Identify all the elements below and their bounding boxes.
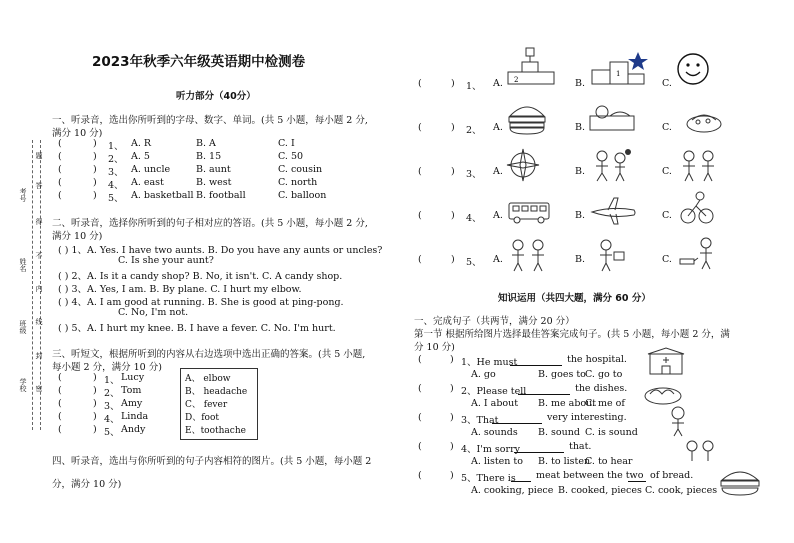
- answer-blank[interactable]: [514, 441, 564, 453]
- option-a: A. 5: [131, 151, 150, 162]
- answer-paren-close: ): [451, 210, 455, 221]
- option-a: A. cooking, piece: [471, 485, 554, 496]
- option-a-label: A.: [493, 78, 503, 89]
- sentence-end: the dishes.: [575, 383, 628, 394]
- option-c: C. 50: [278, 151, 304, 162]
- option-b: B. to listen: [538, 456, 591, 467]
- option-b: B. A: [196, 138, 216, 149]
- option-c-label: C.: [662, 254, 672, 265]
- option-d: D、foot: [185, 413, 220, 423]
- person-name: Lucy: [121, 372, 145, 383]
- answer-paren-open[interactable]: (: [418, 166, 422, 177]
- person-name: Tom: [121, 385, 142, 396]
- answer-paren-close: ): [93, 385, 97, 396]
- answer-paren-open[interactable]: (: [418, 354, 422, 365]
- answer-paren-close: ): [93, 411, 97, 422]
- part4-heading-cont: 分，满分 10 分): [52, 479, 122, 490]
- question-number: 1、: [104, 375, 120, 386]
- answer-paren-close: ): [450, 383, 454, 394]
- option-e: E、toothache: [185, 426, 246, 436]
- question-number: 1、: [108, 141, 124, 152]
- answer-paren-close: ): [451, 166, 455, 177]
- question-number: 5、: [466, 257, 482, 268]
- sentence-start: 2、Please tell: [461, 386, 527, 397]
- label-name: 姓名: [19, 258, 27, 272]
- answer-blank[interactable]: [628, 470, 646, 482]
- option-a: A. sounds: [471, 427, 518, 438]
- option-a: A. east: [131, 177, 164, 188]
- option-a: A. basketball: [131, 190, 194, 201]
- seal-char: 不: [35, 252, 43, 259]
- sentence-middle: meat between the two: [536, 470, 644, 481]
- children-playing-ball-image: [590, 146, 632, 184]
- seal-char: 封: [35, 352, 43, 359]
- question-number: 3、: [466, 169, 482, 180]
- sandwich-image: [718, 464, 762, 500]
- part2-line: ( ) 2、A. Is it a candy shop? B. No, it isn't. C. A candy shop.: [58, 271, 343, 282]
- option-c-label: C.: [662, 78, 672, 89]
- option-b-label: B.: [575, 254, 586, 265]
- option-a-label: A.: [493, 254, 503, 265]
- answer-paren-open[interactable]: (: [58, 372, 62, 383]
- option-c: C. cousin: [278, 164, 323, 175]
- part2-line: ( ) 5、A. I hurt my knee. B. I have a fever. C. No. I'm hurt.: [58, 323, 336, 334]
- part3-heading-cont: 每小题 2 分，满分 10 分): [52, 362, 162, 373]
- girl-reading-image: [662, 404, 696, 438]
- cyclist-image: [680, 190, 714, 226]
- person-with-dog-image: [676, 234, 722, 274]
- option-b: B. aunt: [196, 164, 231, 175]
- option-a-label: A.: [493, 166, 503, 177]
- option-c: C、 fever: [185, 400, 228, 410]
- option-c: C. I: [278, 138, 295, 149]
- answer-blank[interactable]: [510, 354, 562, 366]
- exam-title: 2023年秋季六年级英语期中检测卷: [92, 54, 306, 70]
- answer-paren-close: ): [450, 412, 454, 423]
- question-number: 4、: [104, 414, 120, 425]
- option-a: A. go: [471, 369, 496, 380]
- part2-line: C. No, I'm not.: [118, 307, 189, 318]
- answer-paren-open[interactable]: (: [418, 470, 422, 481]
- bus-image: [506, 198, 552, 226]
- sentence-end: the hospital.: [567, 354, 627, 365]
- option-b: B. cooked, pieces: [558, 485, 642, 496]
- answer-blank[interactable]: [492, 412, 542, 424]
- seal-char: 内: [35, 285, 43, 292]
- answer-paren-open[interactable]: (: [418, 210, 422, 221]
- answer-blank[interactable]: [518, 383, 570, 395]
- answer-paren-open[interactable]: (: [58, 398, 62, 409]
- knowledge-header: 知识运用（共四大题，满分 60 分）: [498, 293, 651, 304]
- option-c: C. balloon: [278, 190, 327, 201]
- question-number: 3、: [108, 167, 124, 178]
- svg-text:2: 2: [514, 76, 519, 84]
- child-carrying-image: [592, 236, 628, 274]
- label-class: 班级: [19, 320, 27, 334]
- option-b-label: B.: [575, 166, 586, 177]
- sentence-start: 3、That: [461, 415, 499, 426]
- answer-paren-close: ): [93, 151, 97, 162]
- option-a: A. uncle: [131, 164, 171, 175]
- option-a: A. I about: [471, 398, 519, 409]
- sentence-end: very interesting.: [547, 412, 627, 423]
- answer-paren-close: ): [450, 470, 454, 481]
- part2-heading: 二、听录音，选择你所听到的句子相对应的答语。(共 5 小题，每小题 2 分,: [52, 218, 368, 229]
- completion-heading: 一、完成句子（共两节，满分 20 分）: [414, 316, 575, 327]
- answer-paren-open[interactable]: (: [418, 254, 422, 265]
- part3-heading: 三、听短文，根据所听到的内容从右边选项中选出正确的答案。(共 5 小题,: [52, 349, 366, 360]
- question-number: 2、: [108, 154, 124, 165]
- seal-char: 线: [35, 318, 43, 325]
- option-c: C. is sound: [585, 427, 638, 438]
- part2-line: ( ) 4、A. I am good at running. B. She is good at ping-pong.: [58, 297, 344, 308]
- section1-instruction-cont: 分 10 分): [414, 342, 455, 353]
- answer-paren-close: ): [450, 441, 454, 452]
- seal-char: 题: [35, 152, 43, 159]
- answer-paren-open[interactable]: (: [418, 412, 422, 423]
- option-c-label: C.: [662, 166, 672, 177]
- section1-instruction: 第一节 根据所给图片选择最佳答案完成句子。(共 5 小题，每小题 2 分，满: [414, 329, 730, 340]
- seal-line: [32, 140, 33, 430]
- hamburger-image: [506, 100, 548, 136]
- label-school: 学校: [19, 378, 27, 392]
- airplane-image: [588, 194, 638, 228]
- option-b: B. west: [196, 177, 232, 188]
- sentence-end: of bread.: [650, 470, 694, 481]
- part1-heading: 一、听录音，选出你所听到的字母、数字、单词。(共 5 小题，每小题 2 分,: [52, 115, 368, 126]
- question-number: 1、: [466, 81, 482, 92]
- answer-blank[interactable]: [511, 470, 531, 482]
- podium-star-image: [588, 50, 650, 88]
- answer-paren-close: ): [93, 190, 97, 201]
- option-b: B. 15: [196, 151, 222, 162]
- answer-paren-open[interactable]: (: [58, 177, 62, 188]
- seal-char: 得: [35, 218, 43, 225]
- part2-line: ( ) 3、A. Yes, I am. B. By plane. C. I hurt my elbow.: [58, 284, 302, 295]
- option-c: C. north: [278, 177, 318, 188]
- part2-heading-cont: 满分 10 分): [52, 231, 103, 242]
- answer-paren-open[interactable]: (: [58, 164, 62, 175]
- part2-line: C. Is she your aunt?: [118, 255, 214, 266]
- answer-paren-open[interactable]: (: [58, 151, 62, 162]
- answer-paren-close: ): [93, 424, 97, 435]
- label-exam-number: 考号: [19, 188, 27, 202]
- answer-paren-close: ): [93, 138, 97, 149]
- option-a: A. R: [131, 138, 152, 149]
- option-c: C. go to: [585, 369, 623, 380]
- answer-paren-open[interactable]: (: [418, 78, 422, 89]
- sentence-start: 4、I'm sorry: [461, 444, 520, 455]
- trophy-podium-image: [500, 44, 560, 86]
- question-number: 3、: [104, 401, 120, 412]
- answer-paren-open[interactable]: (: [58, 138, 62, 149]
- sick-in-bed-image: [586, 98, 638, 136]
- smiley-face-image: [676, 52, 710, 86]
- seal-char: 密: [35, 385, 43, 392]
- hospital-image: [646, 346, 686, 376]
- answer-paren-open[interactable]: (: [418, 383, 422, 394]
- seal-char: 答: [35, 182, 43, 189]
- listening-header: 听力部分（40分）: [176, 91, 256, 102]
- answer-paren-open[interactable]: (: [58, 190, 62, 201]
- answer-paren-open[interactable]: (: [58, 424, 62, 435]
- svg-text:1: 1: [616, 70, 621, 78]
- answer-paren-close: ): [450, 354, 454, 365]
- question-number: 2、: [466, 125, 482, 136]
- option-b-label: B.: [575, 122, 586, 133]
- answer-paren-close: ): [451, 254, 455, 265]
- options-box: [180, 368, 258, 440]
- option-b: B. sound: [538, 427, 580, 438]
- two-children-image: [676, 146, 722, 184]
- option-b: B. goes to: [538, 369, 586, 380]
- answer-paren-close: ): [93, 164, 97, 175]
- part4-heading: 四、听录音，选出与你所听到的句子内容相符的图片。(共 5 小题，每小题 2: [52, 456, 372, 467]
- option-c: C. me of: [585, 398, 625, 409]
- question-number: 2、: [104, 388, 120, 399]
- option-a-label: A.: [493, 122, 503, 133]
- compass-rose-image: [506, 146, 540, 184]
- part1-heading-cont: 满分 10 分): [52, 128, 103, 139]
- answer-paren-close: ): [93, 372, 97, 383]
- answer-paren-open[interactable]: (: [418, 441, 422, 452]
- answer-paren-close: ): [451, 122, 455, 133]
- question-number: 5、: [108, 193, 124, 204]
- part2-line: ( ) 1、A. Yes. I have two aunts. B. Do you have any aunts or uncles?: [58, 245, 383, 256]
- option-a: A. listen to: [471, 456, 523, 467]
- meal-plate-image: [684, 102, 724, 136]
- sentence-start: 5、There is: [461, 473, 516, 484]
- option-b-label: B.: [575, 78, 586, 89]
- option-c-label: C.: [662, 122, 672, 133]
- answer-paren-close: ): [93, 177, 97, 188]
- person-name: Linda: [121, 411, 149, 422]
- answer-paren-open[interactable]: (: [58, 411, 62, 422]
- answer-paren-open[interactable]: (: [418, 122, 422, 133]
- option-a: A、 elbow: [185, 374, 231, 384]
- option-a-label: A.: [493, 210, 503, 221]
- sentence-end: that.: [569, 441, 592, 452]
- option-c: C. to hear: [585, 456, 633, 467]
- answer-paren-open[interactable]: (: [58, 385, 62, 396]
- option-c: C. cook, pieces: [645, 485, 718, 496]
- question-number: 4、: [108, 180, 124, 191]
- option-b: B、 headache: [185, 387, 248, 397]
- person-name: Amy: [121, 398, 143, 409]
- children-standing-image: [506, 236, 552, 274]
- sentence-start: 1、He must: [461, 357, 518, 368]
- answer-paren-close: ): [451, 78, 455, 89]
- question-number: 5、: [104, 427, 120, 438]
- option-b: B. football: [196, 190, 246, 201]
- option-c-label: C.: [662, 210, 672, 221]
- option-b: B. me about: [538, 398, 597, 409]
- option-b-label: B.: [575, 210, 586, 221]
- person-name: Andy: [121, 424, 146, 435]
- sad-kids-image: [680, 434, 720, 464]
- question-number: 4、: [466, 213, 482, 224]
- answer-paren-close: ): [93, 398, 97, 409]
